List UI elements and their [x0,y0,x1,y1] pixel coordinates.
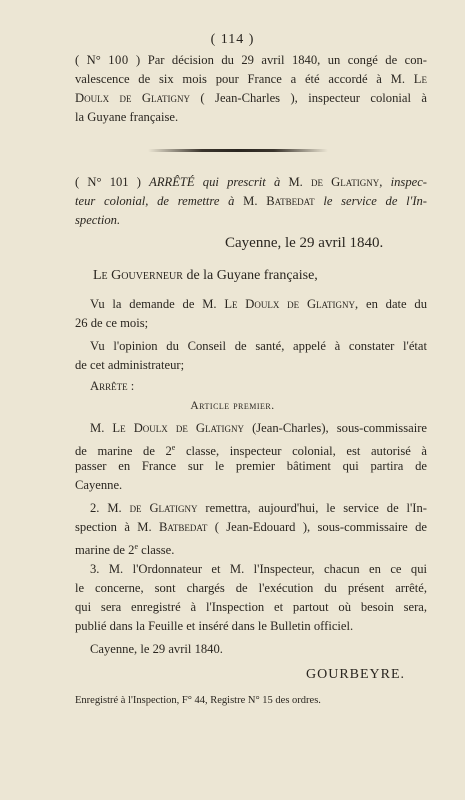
entry-101-line: ( N° 101 ) ARRÊTÉ qui prescrit à M. de Glatigny, inspec- [75,175,427,189]
entry-100-line: Doulx de Glatigny ( Jean-Charles ), inspecteur colonial à [75,91,427,105]
entry-100-line: valescence de six mois pour France a été accordé à M. Le [75,72,427,86]
article-3-line: 3. M. l'Ordonnateur et M. l'Inspecteur, chacun en ce qui [90,562,427,576]
separator-rule [148,149,328,152]
entry-100-line: ( N° 100 ) Par décision du 29 avril 1840, un congé de con- [75,53,427,67]
article-1-line: M. Le Doulx de Glatigny (Jean-Charles), sous-commissaire [90,421,427,435]
considerant-line: Vu l'opinion du Conseil de santé, appelé à constater l'état [90,339,427,353]
entry-101-line: spection. [75,213,121,227]
article-2-line: spection à M. Batbedat ( Jean-Edouard ), sous-commissaire de [75,520,427,534]
article-3-line: qui sera enregistré à l'Inspection et partout où besoin sera, [75,600,427,614]
considerant-line: de cet administrateur; [75,358,185,372]
entry-101-line: teur colonial, de remettre à M. Batbedat le service de l'In- [75,194,427,208]
registration-footer: Enregistré à l'Inspection, F° 44, Registre N° 15 des ordres. [75,695,321,706]
arrete-label: Arrête : [90,379,135,393]
considerant-line: Vu la demande de M. Le Doulx de Glatigny, en date du [90,297,427,311]
article-heading: Article premier. [190,400,275,412]
article-3-line: le concerne, sont chargés de l'exécution du présent arrêté, [75,581,427,595]
signature: GOURBEYRE. [306,667,406,682]
article-2-line: marine de 2e classe. [75,542,175,558]
article-1-line: de marine de 2e classe, inspecteur colonial, est autorisé à [75,443,427,459]
governor-heading: Le Gouverneur de la Guyane française, [93,268,318,283]
article-1-line: passer en France sur le premier bâtiment qui partira de [75,459,427,473]
page-number: ( 114 ) [210,32,255,47]
entry-100-line: la Guyane française. [75,110,179,124]
considerant-line: 26 de ce mois; [75,316,149,330]
article-1-line: Cayenne. [75,478,123,492]
article-3-line: publié dans la Feuille et inséré dans le Bulletin officiel. [75,619,354,633]
dateline: Cayenne, le 29 avril 1840. [225,235,384,251]
closing-date: Cayenne, le 29 avril 1840. [90,642,223,656]
article-2-line: 2. M. de Glatigny remettra, aujourd'hui, le service de l'In- [90,501,427,515]
